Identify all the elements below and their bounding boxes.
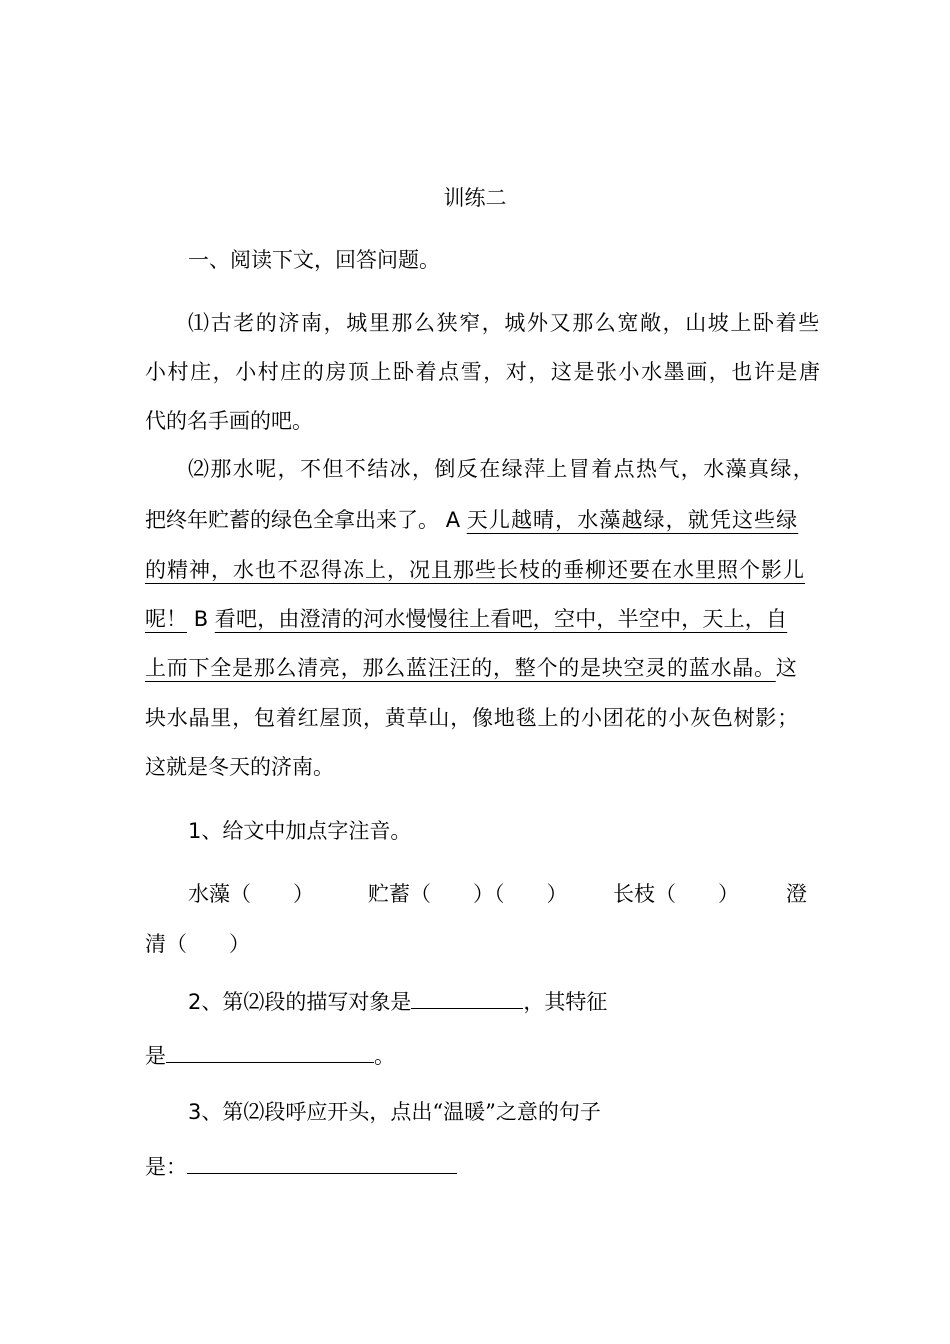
paragraph1-line1 xyxy=(145,308,821,338)
paragraph2-line7: 这就是冬天的济南。 xyxy=(145,755,334,779)
sentence-a-underlined: 天儿越晴，水藻越绿，就凭这些绿 xyxy=(466,508,799,532)
question2-text3: 是 xyxy=(145,1044,166,1068)
question2-answer-blank-2[interactable] xyxy=(166,1040,374,1063)
paragraph2-line3 xyxy=(145,555,807,585)
paragraph1-line3: 代的名手画的吧。 xyxy=(145,409,313,433)
question2-line2 xyxy=(145,1040,807,1071)
page-title: 训练二 xyxy=(443,186,507,210)
question1-text: 、给文中加点字注音。 xyxy=(201,819,412,843)
paragraph1-line1-text: ⑴古老的济南，城里那么狭窄，城外又那么宽敞，山坡上卧着些 xyxy=(188,311,821,335)
marker-a: A xyxy=(445,508,461,532)
sentence-b-underlined: 看吧，由澄清的河水慢慢往上看吧，空中，半空中，天上，自 xyxy=(214,607,788,631)
q1-item-cheng: 澄 xyxy=(786,882,807,906)
paragraph2-line1: ⑵那水呢，不但不结冰，倒反在绿萍上冒着点热气，水藻真绿， xyxy=(188,457,816,481)
question3-number: 3 xyxy=(188,1100,202,1124)
question3-line2 xyxy=(145,1151,807,1182)
question1-number: 1 xyxy=(188,819,202,843)
question2 xyxy=(188,986,850,1017)
question2-text: 、第⑵段的描写对象是 xyxy=(201,990,412,1014)
question2-text2: ，其特征 xyxy=(523,990,608,1014)
question3-answer-blank[interactable] xyxy=(187,1151,457,1174)
paragraph2-line4 xyxy=(145,604,807,634)
sentence-a-end: 呢！ xyxy=(145,607,187,631)
paragraph2-line2 xyxy=(145,505,807,535)
question1 xyxy=(188,816,850,846)
question3-text: 、第⑵段呼应开头，点出“温暖”之意的句子 xyxy=(201,1100,601,1124)
q1-item-changzhi: 长枝（ ） xyxy=(613,882,739,906)
paragraph2-line5-tail: 这 xyxy=(775,656,797,680)
paragraph2-line6: 块水晶里，包着红屋顶，黄草山，像地毯上的小团花的小灰色树影； xyxy=(145,706,799,730)
question1-items-row2 xyxy=(145,929,807,959)
sentence-b-continued: 上而下全是那么清亮，那么蓝汪汪的，整个的是块空灵的蓝水晶。 xyxy=(145,656,776,680)
section-heading: 一、阅读下文，回答问题。 xyxy=(188,248,440,272)
paragraph1-line2: 小村庄，小村庄的房顶上卧着点雪，对，这是张小水墨画，也许是唐 xyxy=(145,360,822,384)
marker-b: B xyxy=(193,607,209,631)
paragraph2-line5 xyxy=(145,653,807,683)
question3 xyxy=(188,1097,850,1127)
question2-text4: 。 xyxy=(374,1044,395,1068)
question3-text2: 是： xyxy=(145,1155,187,1179)
question2-number: 2 xyxy=(188,990,202,1014)
q1-item-qing: 清（ ） xyxy=(145,932,250,956)
q1-item-zhuxu: 贮蓄（ ）（ ） xyxy=(368,882,568,906)
q1-item-shuizao: 水藻（ ） xyxy=(188,882,314,906)
paragraph2-line2-plain: 把终年贮蓄的绿色全拿出来了。 xyxy=(145,508,439,532)
sentence-a-continued: 的精神，水也不忍得冻上，况且那些长枝的垂柳还要在水里照个影儿 xyxy=(145,558,805,582)
question2-answer-blank-1[interactable] xyxy=(411,986,523,1009)
